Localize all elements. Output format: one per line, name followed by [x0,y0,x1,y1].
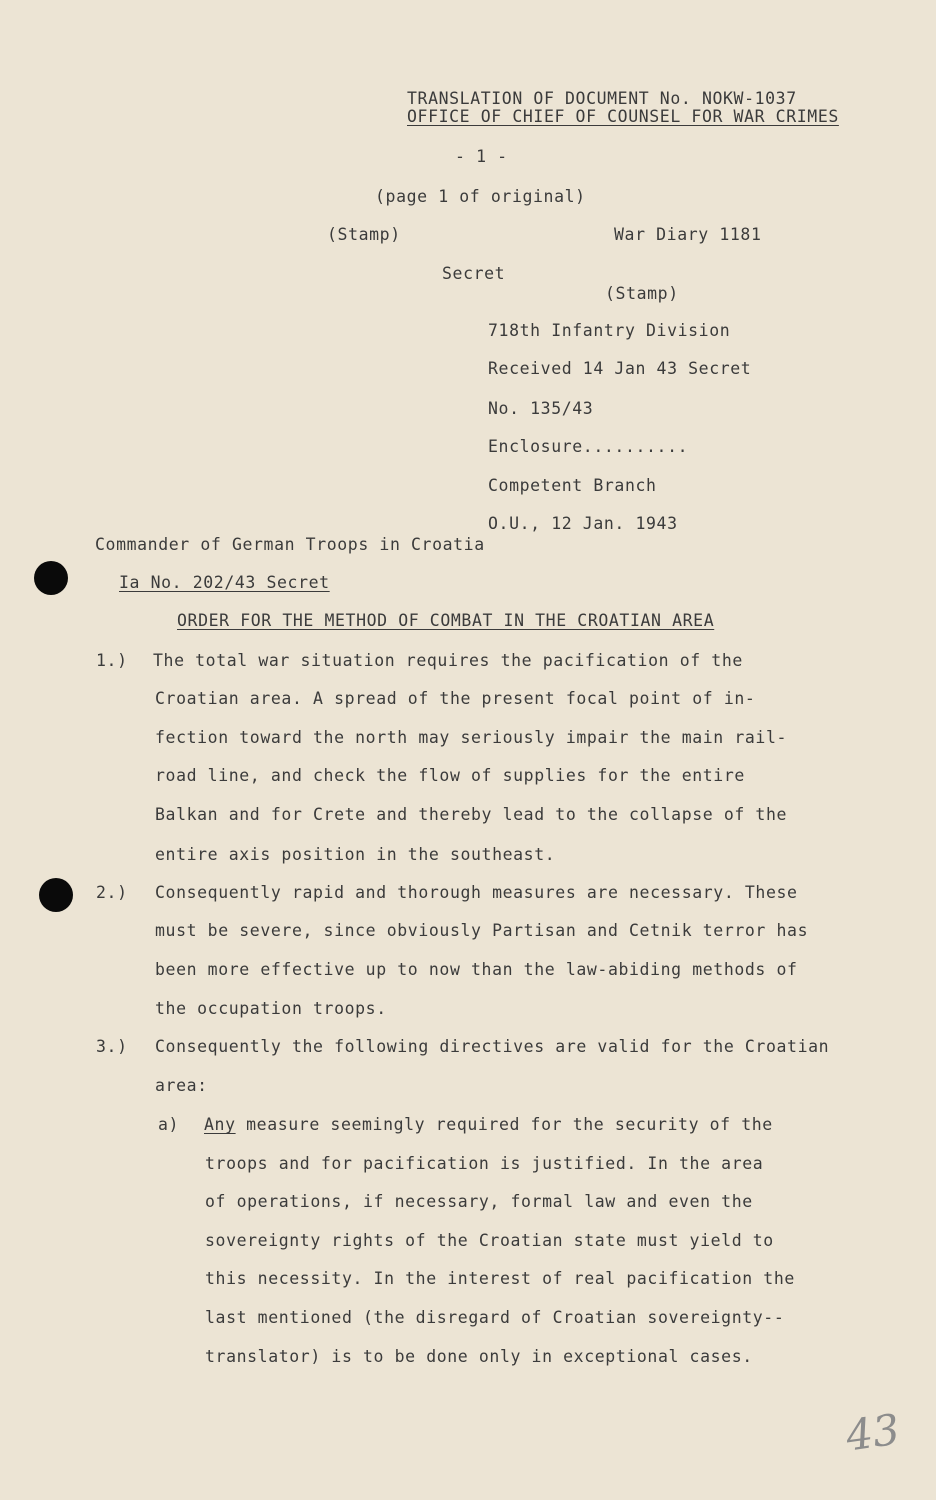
item-2-line: Consequently rapid and thorough measures are necessary. These [155,883,798,902]
item-1-line: entire axis position in the southeast. [155,845,556,864]
subitem-a-first-line [204,1115,773,1135]
item-1-line: The total war situation requires the pacification of the [153,651,743,670]
war-diary: War Diary 1181 [614,225,762,244]
enclosure-stamp: Enclosure.......... [488,437,689,456]
subitem-a-line: translator) is to be done only in exceptional cases. [205,1347,753,1366]
page-marker: - 1 - [455,147,508,166]
item-3-line: area: [155,1076,208,1095]
subitem-a-line: troops and for pacification is justified. In the area [205,1154,764,1173]
order-title: ORDER FOR THE METHOD OF COMBAT IN THE CROATIAN AREA [177,611,715,630]
division-stamp: 718th Infantry Division [488,321,731,340]
branch-stamp: Competent Branch [488,476,657,495]
item-2-number: 2.) [96,883,128,902]
subitem-a-line: this necessity. In the interest of real pacification the [205,1269,795,1288]
secret-mark: Secret [442,264,506,283]
stamp-right: (Stamp) [605,284,679,303]
item-2-line: must be severe, since obviously Partisan and Cetnik terror has [155,921,809,940]
item-3-number: 3.) [96,1037,128,1056]
item-1-line: fection toward the north may seriously impair the main rail- [155,728,788,747]
item-2-line: the occupation troops. [155,999,387,1018]
item-2-line: been more effective up to now than the law-abiding methods of [155,960,798,979]
stamp-left: (Stamp) [327,225,401,244]
office-title: OFFICE OF CHIEF OF COUNSEL FOR WAR CRIMES [407,107,839,126]
original-page-note: (page 1 of original) [375,187,586,206]
handwritten-page-number: 43 [842,1404,903,1461]
subitem-a-label: a) [158,1115,180,1134]
item-1-line: Croatian area. A spread of the present focal point of in- [155,689,756,708]
subitem-a-line: sovereignty rights of the Croatian state must yield to [205,1231,774,1250]
emphasis-any: Any [204,1115,236,1134]
item-1-line: Balkan and for Crete and thereby lead to the collapse of the [155,805,788,824]
subitem-a-line: of operations, if necessary, formal law and even the [205,1192,753,1211]
received-stamp: Received 14 Jan 43 Secret [488,359,752,378]
item-3-line: Consequently the following directives are valid for the Croatian [155,1037,830,1056]
punch-hole-top [34,561,68,595]
punch-hole-bottom [39,878,73,912]
item-1-line: road line, and check the flow of supplies for the entire [155,766,745,785]
item-1-number: 1.) [96,651,128,670]
translation-title: TRANSLATION OF DOCUMENT No. NOKW-1037 [407,89,797,108]
commander-line: Commander of German Troops in Croatia [95,535,485,554]
number-stamp: No. 135/43 [488,399,594,418]
reference-line: Ia No. 202/43 Secret [119,573,330,592]
subitem-a-first-rest: measure seemingly required for the security of the [235,1115,773,1134]
date-line: O.U., 12 Jan. 1943 [488,514,678,533]
subitem-a-line: last mentioned (the disregard of Croatian sovereignty-- [205,1308,785,1327]
